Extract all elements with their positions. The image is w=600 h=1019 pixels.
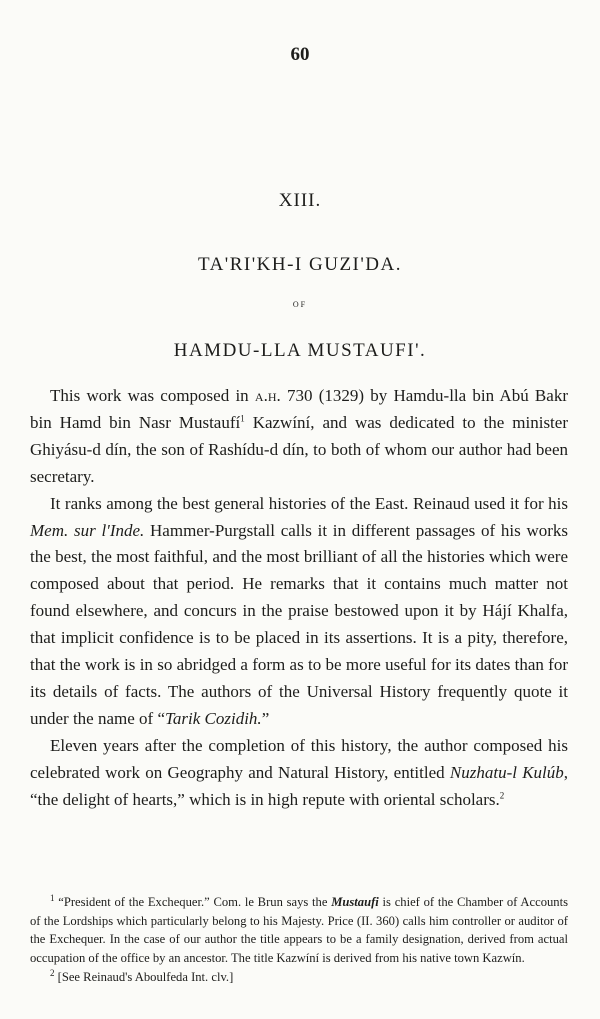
- footnote-ref-1: 1: [240, 413, 245, 424]
- chapter-numeral: XIII.: [278, 190, 322, 211]
- work-title: TA'RI'KH-I GUZI'DA.: [198, 254, 402, 275]
- paragraph-2: [30, 491, 568, 733]
- paragraph-3-text-b: , “the delight of hearts,” which is in high repute with oriental scholars.: [30, 762, 569, 809]
- paragraph-3: [30, 733, 568, 814]
- body-text: [30, 383, 568, 814]
- footnote-1: [30, 893, 568, 968]
- footnote-2-marker: 2: [50, 967, 55, 978]
- page-number: 60: [290, 44, 310, 65]
- paragraph-1-text-a: This work was composed in: [50, 386, 255, 405]
- italic-mem-title: Mem. sur l'Inde.: [30, 520, 145, 540]
- paragraph-1-text-b: 730 (1329) by Hamdu-lla bin Abú Bakr bin Hamd bin Nasr Mustaufí: [30, 386, 568, 432]
- paragraph-1-text-c: Kazwíní, and was dedicated to the minister Ghiyásu-d dín, the son of Rashídu-d dín, to both of whom our author had been secretary.: [30, 412, 568, 486]
- footnote-1-text-a: “President of the Exchequer.” Com. le Brun says the: [54, 895, 332, 909]
- author-heading: HAMDU-LLA MUSTAUFI'.: [173, 340, 427, 361]
- italic-nuzhatu-kulub: Nuzhatu-l Kulúb: [449, 762, 564, 782]
- footnote-2: [30, 968, 568, 987]
- footnotes: [30, 893, 568, 987]
- era-abbreviation: a.h.: [254, 386, 281, 405]
- footnote-2-text: [See Reinaud's Aboulfeda Int. clv.]: [54, 969, 234, 984]
- footnote-ref-2: 2: [499, 789, 505, 800]
- italic-tarik-cozidih: Tarik Cozidih.: [165, 708, 262, 728]
- paragraph-2-text-b: Hammer-Purgstall calls it in different passages of his works the best, the most faithful, and the most brilliant of all the histories which were composed about that period. He remarks that it contains much matter not found elsewhere, and concurs in the praise bestowed upon it by Hájí Khalfa, that implicit confidence is to be placed in its assertions. It is a pity, therefore, that the work is in so abridged a form as to be more useful for its dates than for its details of facts. The authors of the Universal History frequently quote it under the name of “: [30, 520, 569, 728]
- paragraph-2-text-a: It ranks among the best general histories of the East. Reinaud used it for his: [50, 493, 568, 513]
- paragraph-1: [30, 383, 568, 491]
- footnote-1-text-b: is chief of the Chamber of Accounts of the Lordships which particularly belong to his Majesty. Price (II. 360) calls him controller or auditor of the Exchequer. In the case of our author the title appears to be a family designation, derived from actual occupation of the office by an ancestor. The title Kazwíní is derived from his native town Kazwín.: [30, 895, 568, 966]
- paragraph-3-text-a: Eleven years after the completion of this history, the author composed his celebrated work on Geography and Natural History, entitled: [30, 735, 568, 782]
- footnote-1-marker: 1: [50, 892, 55, 903]
- italic-mustaufi: Mustaufi: [331, 895, 379, 909]
- paragraph-2-text-c: ”: [261, 708, 270, 728]
- of-label: OF: [292, 300, 308, 309]
